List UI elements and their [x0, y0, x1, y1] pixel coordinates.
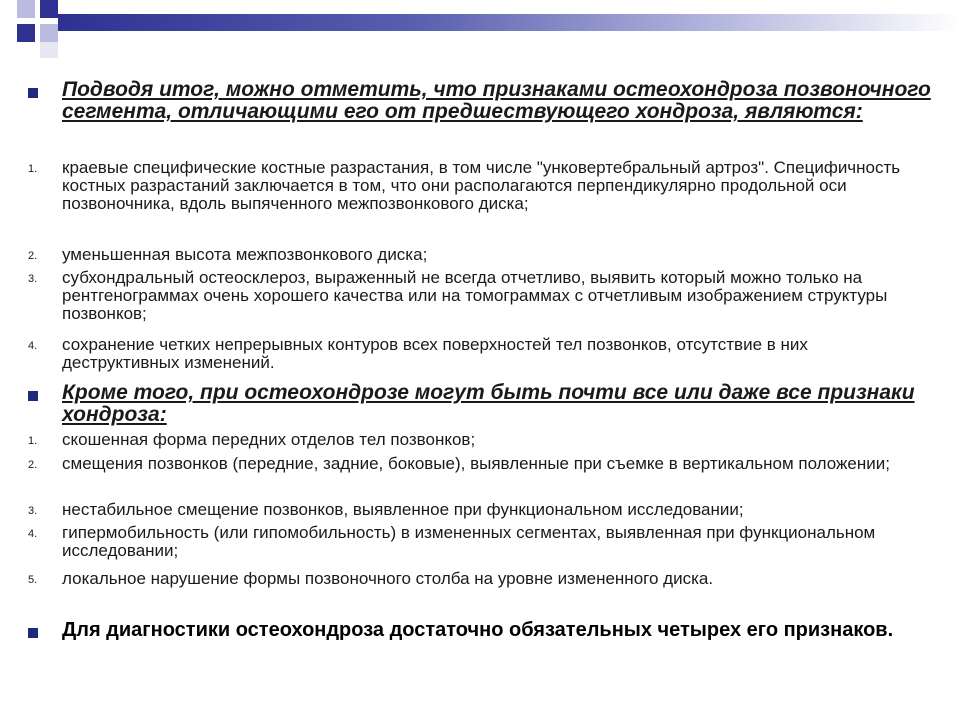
list-item: локальное нарушение формы позвоночного столба на уровне измененного диска. [62, 569, 714, 588]
list-number: 4. [28, 340, 38, 352]
list-item: субхондральный остеосклероз, выраженный не всегда отчетливо, выявить который можно только на рентгенограммах очень хорошего качества или на томограммах с отчетливым изображением структуры позвонков; [62, 268, 888, 323]
section-heading: Подводя итог, можно отметить, что признаками остеохондроза позвоночного сегмента, отличающими его от предшествующего хондроза, являются: [62, 78, 931, 123]
list-number: 5. [28, 574, 38, 586]
square-bullet-icon [28, 391, 38, 401]
square-bullet-icon [28, 88, 38, 98]
list-item: уменьшенная высота межпозвонкового диска; [62, 245, 428, 264]
list-item: смещения позвонков (передние, задние, боковые), выявленные при съемке в вертикальном положении; [62, 454, 890, 473]
list-number: 2. [28, 250, 38, 262]
list-item: краевые специфические костные разрастания, в том числе "унковертебральный артроз". Специфичность костных разрастаний заключается в том, что они располагаются перпендикулярно продольной оси позвоночника, вдоль выпяченного межпозвонкового диска; [62, 158, 901, 213]
list-item: гипермобильность (или гипомобильность) в измененных сегментах, выявленная при функциональном исследовании; [62, 523, 876, 560]
square-bullet-icon [28, 628, 38, 638]
list-number: 3. [28, 273, 38, 285]
list-number: 1. [28, 163, 38, 175]
list-item: нестабильное смещение позвонков, выявленное при функциональном исследовании; [62, 500, 744, 519]
list-number: 3. [28, 505, 38, 517]
list-number: 2. [28, 459, 38, 471]
list-number: 1. [28, 435, 38, 447]
list-item: сохранение четких непрерывных контуров всех поверхностей тел позвонков, отсутствие в них деструктивных изменений. [62, 335, 808, 372]
section-heading: Кроме того, при остеохондрозе могут быть почти все или даже все признаки хондроза: [62, 381, 915, 426]
list-item: скошенная форма передних отделов тел позвонков; [62, 430, 476, 449]
conclusion-text: Для диагностики остеохондроза достаточно обязательных четырех его признаков. [62, 619, 894, 641]
list-number: 4. [28, 528, 38, 540]
